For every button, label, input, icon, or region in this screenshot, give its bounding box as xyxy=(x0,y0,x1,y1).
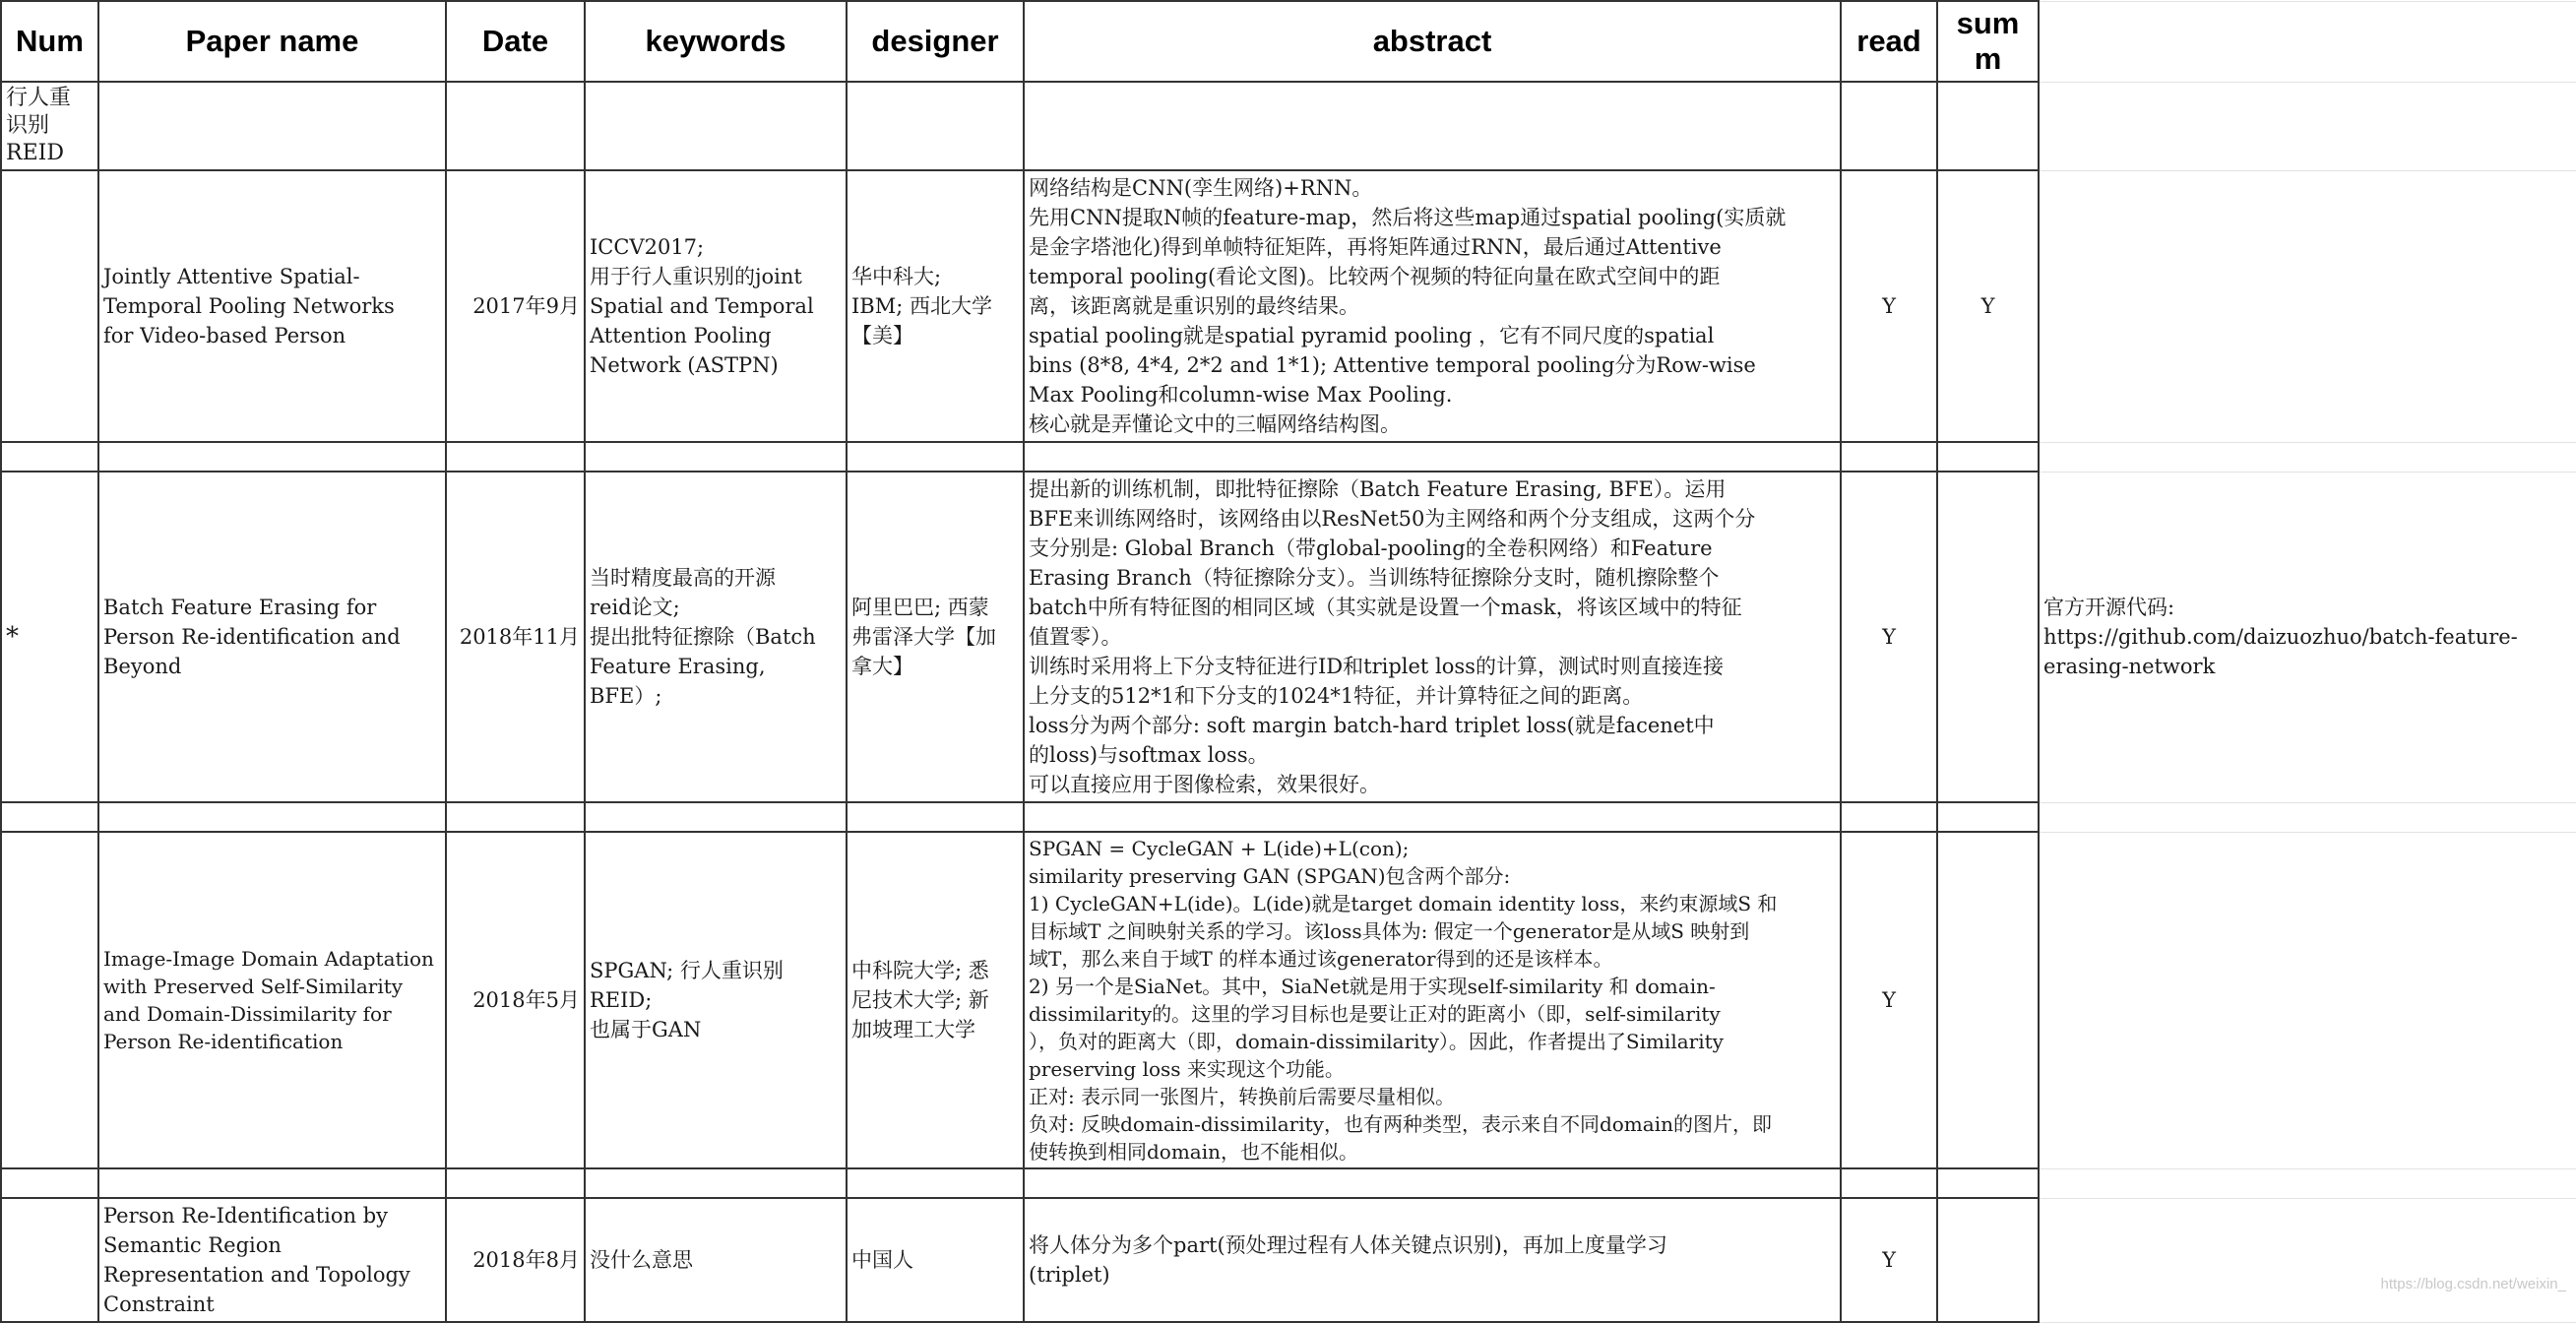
abstract-line: 核心就是弄懂论文中的三幅网络结构图。 xyxy=(1029,412,1401,436)
cell-abstract[interactable] xyxy=(1024,472,1841,802)
spacer-cell[interactable] xyxy=(1841,802,1937,832)
abstract-line: 提出新的训练机制，即批特征擦除（Batch Feature Erasing, BFE）。运用 xyxy=(1029,477,1727,501)
cell-date[interactable]: 2018年8月 xyxy=(446,1198,585,1322)
cell-abstract[interactable] xyxy=(1024,1198,1841,1322)
category-empty-cell[interactable] xyxy=(1841,82,1937,170)
cell-extra[interactable]: 官方开源代码: https://github.com/daizuozhuo/batch-feature- erasing-network xyxy=(2039,472,2576,802)
cell-extra[interactable] xyxy=(2039,832,2576,1168)
cell-num[interactable] xyxy=(1,1198,98,1322)
cell-date[interactable]: 2018年5月 xyxy=(446,832,585,1168)
abstract-line: 将人体分为多个part(预处理过程有人体关键点识别)，再加上度量学习 xyxy=(1029,1233,1667,1257)
abstract-line: 网络结构是CNN(孪生网络)+RNN。 xyxy=(1029,176,1373,200)
category-empty-cell[interactable] xyxy=(585,82,847,170)
spacer-cell[interactable] xyxy=(98,1168,446,1198)
cell-abstract[interactable] xyxy=(1024,170,1841,442)
header-read[interactable]: read xyxy=(1841,1,1937,82)
spacer-cell[interactable] xyxy=(98,802,446,832)
category-empty-cell[interactable] xyxy=(1024,82,1841,170)
watermark: https://blog.csdn.net/weixin_ xyxy=(2380,1276,2566,1292)
spacer-cell[interactable] xyxy=(1024,1168,1841,1198)
cell-extra[interactable] xyxy=(2039,170,2576,442)
cell-keywords[interactable]: 当时精度最高的开源 reid论文; 提出批特征擦除（Batch Feature Erasing, BFE）; xyxy=(585,472,847,802)
header-num[interactable]: Num xyxy=(1,1,98,82)
spacer-cell[interactable] xyxy=(847,802,1024,832)
spacer-cell[interactable] xyxy=(1841,442,1937,472)
abstract-line: 目标域T 之间映射关系的学习。该loss具体为: 假定一个generator是从域S 映射到 xyxy=(1029,919,1750,943)
abstract-line: 负对: 反映domain-dissimilarity，也有两种类型，表示来自不同domain的图片，即 xyxy=(1029,1112,1772,1136)
abstract-line: BFE来训练网络时，该网络由以ResNet50为主网络和两个分支组成，这两个分 xyxy=(1029,507,1756,531)
cell-read[interactable]: Y xyxy=(1841,1198,1937,1322)
spacer-cell[interactable] xyxy=(2039,1168,2576,1198)
spacer-cell[interactable] xyxy=(585,1168,847,1198)
spacer-cell[interactable] xyxy=(847,1168,1024,1198)
abstract-line: batch中所有特征图的相同区域（其实就是设置一个mask，将该区域中的特征 xyxy=(1029,596,1742,619)
category-cell[interactable]: 行人重 识别 REID xyxy=(1,82,98,170)
cell-paper-name[interactable]: Batch Feature Erasing for Person Re-identification and Beyond xyxy=(98,472,446,802)
abstract-line: dissimilarity的。这里的学习目标也是要让正对的距离小（即，self-similarity xyxy=(1029,1002,1721,1026)
cell-keywords[interactable]: 没什么意思 xyxy=(585,1198,847,1322)
spacer-cell[interactable] xyxy=(1,802,98,832)
cell-num[interactable] xyxy=(1,832,98,1168)
abstract-line: Erasing Branch（特征擦除分支）。当训练特征擦除分支时，随机擦除整个 xyxy=(1029,566,1720,590)
spacer-cell[interactable] xyxy=(1937,1168,2039,1198)
cell-date[interactable]: 2018年11月 xyxy=(446,472,585,802)
abstract-line: 训练时采用将上下分支特征进行ID和triplet loss的计算，测试时则直接连接 xyxy=(1029,655,1724,678)
category-empty-cell[interactable] xyxy=(2039,82,2576,170)
abstract-line: 使转换到相同domain，也不能相似。 xyxy=(1029,1140,1359,1164)
abstract-line: 的loss)与softmax loss。 xyxy=(1029,743,1269,767)
abstract-line: (triplet) xyxy=(1029,1263,1110,1287)
category-empty-cell[interactable] xyxy=(847,82,1024,170)
cell-designer[interactable]: 中国人 xyxy=(847,1198,1024,1322)
abstract-line: 1) CycleGAN+L(ide)。L(ide)就是target domain identity loss，来约束源域S 和 xyxy=(1029,892,1778,915)
header-keywords[interactable]: keywords xyxy=(585,1,847,82)
spacer-cell[interactable] xyxy=(98,442,446,472)
abstract-line: 离，该距离就是重识别的最终结果。 xyxy=(1029,294,1359,318)
spacer-cell[interactable] xyxy=(585,802,847,832)
abstract-line: bins (8*8, 4*4, 2*2 and 1*1); Attentive temporal pooling分为Row-wise xyxy=(1029,353,1756,377)
spacer-cell[interactable] xyxy=(585,442,847,472)
cell-keywords[interactable]: SPGAN; 行人重识别REID; 也属于GAN xyxy=(585,832,847,1168)
abstract-line: preserving loss 来实现这个功能。 xyxy=(1029,1057,1345,1081)
cell-summ[interactable] xyxy=(1937,472,2039,802)
spacer-row xyxy=(1,1168,2576,1198)
abstract-line: 上分支的512*1和下分支的1024*1特征，并计算特征之间的距离。 xyxy=(1029,684,1644,708)
spacer-cell[interactable] xyxy=(446,802,585,832)
cell-paper-name[interactable]: Person Re-Identification by Semantic Region Representation and Topology Constraint xyxy=(98,1198,446,1322)
spacer-cell[interactable] xyxy=(1,1168,98,1198)
spacer-row xyxy=(1,442,2576,472)
spacer-cell[interactable] xyxy=(1937,442,2039,472)
table-row xyxy=(1,1198,2576,1322)
spacer-cell[interactable] xyxy=(1024,442,1841,472)
cell-keywords[interactable]: ICCV2017; 用于行人重识别的joint Spatial and Temporal Attention Pooling Network (ASTPN) xyxy=(585,170,847,442)
cell-summ[interactable]: Y xyxy=(1937,170,2039,442)
spacer-cell[interactable] xyxy=(2039,442,2576,472)
abstract-line: 2) 另一个是SiaNet。其中，SiaNet就是用于实现self-similarity 和 domain- xyxy=(1029,975,1716,998)
spacer-cell[interactable] xyxy=(847,442,1024,472)
cell-summ[interactable] xyxy=(1937,832,2039,1168)
header-abstract[interactable]: abstract xyxy=(1024,1,1841,82)
category-row xyxy=(1,82,2576,170)
spacer-row xyxy=(1,802,2576,832)
category-empty-cell[interactable] xyxy=(98,82,446,170)
cell-num[interactable]: * xyxy=(1,472,98,802)
spacer-cell[interactable] xyxy=(2039,802,2576,832)
spacer-cell[interactable] xyxy=(446,442,585,472)
cell-extra[interactable] xyxy=(2039,1198,2576,1322)
cell-read[interactable]: Y xyxy=(1841,832,1937,1168)
abstract-line: 是金字塔池化)得到单帧特征矩阵，再将矩阵通过RNN，最后通过Attentive xyxy=(1029,235,1722,259)
header-summ[interactable]: sum m xyxy=(1937,1,2039,82)
header-extra[interactable] xyxy=(2039,1,2576,82)
abstract-line: temporal pooling(看论文图)。比较两个视频的特征向量在欧式空间中的距 xyxy=(1029,265,1721,288)
spacer-cell[interactable] xyxy=(1024,802,1841,832)
abstract-line: 正对: 表示同一张图片，转换前后需要尽量相似。 xyxy=(1029,1085,1456,1108)
abstract-line: spatial pooling就是spatial pyramid pooling ，它有不同尺度的spatial xyxy=(1029,324,1715,347)
header-designer[interactable]: designer xyxy=(847,1,1024,82)
table-row xyxy=(1,170,2576,442)
header-row xyxy=(1,1,2576,82)
abstract-line: 域T，那么来自于域T 的样本通过该generator得到的还是该样本。 xyxy=(1029,947,1613,971)
category-empty-cell[interactable] xyxy=(1937,82,2039,170)
cell-abstract[interactable] xyxy=(1024,832,1841,1168)
spacer-cell[interactable] xyxy=(1,442,98,472)
abstract-line: Max Pooling和column-wise Max Pooling. xyxy=(1029,383,1453,407)
abstract-line: 支分别是: Global Branch（带global-pooling的全卷积网络）和Feature xyxy=(1029,536,1713,560)
abstract-line: SPGAN = CycleGAN + L(ide)+L(con); xyxy=(1029,837,1410,860)
cell-read[interactable]: Y xyxy=(1841,170,1937,442)
abstract-line: ），负对的距离大（即，domain-dissimilarity）。因此，作者提出了Similarity xyxy=(1029,1030,1724,1053)
cell-designer[interactable]: 华中科大; IBM; 西北大学 【美】 xyxy=(847,170,1024,442)
header-paper-name[interactable]: Paper name xyxy=(98,1,446,82)
header-date[interactable]: Date xyxy=(446,1,585,82)
category-empty-cell[interactable] xyxy=(446,82,585,170)
abstract-line: 先用CNN提取N帧的feature-map，然后将这些map通过spatial pooling(实质就 xyxy=(1029,206,1787,229)
cell-designer[interactable]: 阿里巴巴; 西蒙 弗雷泽大学【加 拿大】 xyxy=(847,472,1024,802)
cell-paper-name[interactable]: Image-Image Domain Adaptation with Preserved Self-Similarity and Domain-Dissimilarity for Person Re-identification xyxy=(98,832,446,1168)
cell-read[interactable]: Y xyxy=(1841,472,1937,802)
spacer-cell[interactable] xyxy=(1937,802,2039,832)
cell-date[interactable]: 2017年9月 xyxy=(446,170,585,442)
table-row xyxy=(1,832,2576,1168)
abstract-line: 可以直接应用于图像检索，效果很好。 xyxy=(1029,773,1380,796)
spacer-cell[interactable] xyxy=(446,1168,585,1198)
abstract-line: similarity preserving GAN (SPGAN)包含两个部分: xyxy=(1029,864,1511,888)
spacer-cell[interactable] xyxy=(1841,1168,1937,1198)
cell-designer[interactable]: 中科院大学; 悉 尼技术大学; 新 加坡理工大学 xyxy=(847,832,1024,1168)
cell-paper-name[interactable]: Jointly Attentive Spatial- Temporal Pooling Networks for Video-based Person xyxy=(98,170,446,442)
table-row xyxy=(1,472,2576,802)
abstract-line: 值置零）。 xyxy=(1029,625,1122,649)
cell-num[interactable] xyxy=(1,170,98,442)
abstract-line: loss分为两个部分: soft margin batch-hard triplet loss(就是facenet中 xyxy=(1029,714,1715,737)
cell-summ[interactable] xyxy=(1937,1198,2039,1322)
